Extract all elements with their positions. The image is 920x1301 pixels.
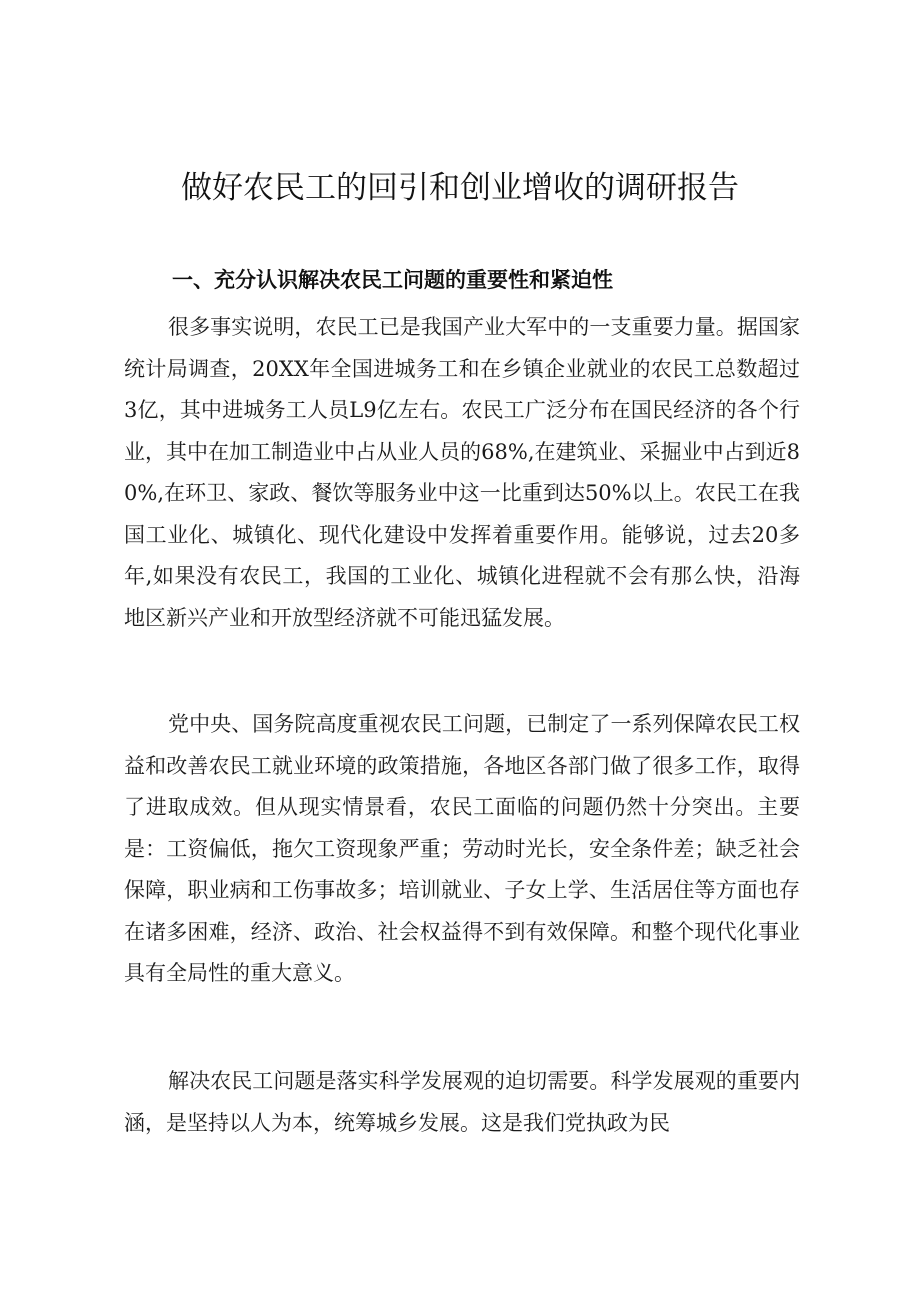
- section-heading: 一、充分认识解决农民工问题的重要性和紧迫性: [172, 268, 613, 292]
- body-paragraph: 解决农民工问题是落实科学发展观的迫切需要。科学发展观的重要内涵，是坚持以人为本，统筹城乡发展。这是我们党执政为民: [124, 1069, 800, 1135]
- body-paragraph: 党中央、国务院高度重视农民工问题，已制定了一系列保障农民工权益和改善农民工就业环境的政策措施，各地区各部门做了很多工作，取得了进取成效。但从现实情景看，农民工面临的问题仍然十分突出。主要是：工资偏低，拖欠工资现象严重；劳动时光长，安全条件差；缺乏社会保障，职业病和工伤事故多；培训就业、子女上学、生活居住等方面也存在诸多困难，经济、政治、社会权益得不到有效保障。和整个现代化事业具有全局性的重大意义。: [124, 712, 800, 985]
- document-title: 做好农民工的回引和创业增收的调研报告: [181, 170, 739, 206]
- body-paragraph: 很多事实说明，农民工已是我国产业大军中的一支重要力量。据国家统计局调查，20XX年全国进城务工和在乡镇企业就业的农民工总数超过3亿，其中进城务工人员L9亿左右。农民工广泛分布在国民经济的各个行业，其中在加工制造业中占从业人员的68%,在建筑业、采掘业中占到近80%,在环卫、家政、餐饮等服务业中这一比重到达50%以上。农民工在我国工业化、城镇化、现代化建设中发挥着重要作用。能够说，过去20多年,如果没有农民工，我国的工业化、城镇化进程就不会有那么快，沿海地区新兴产业和开放型经济就不可能迅猛发展。: [124, 315, 800, 630]
